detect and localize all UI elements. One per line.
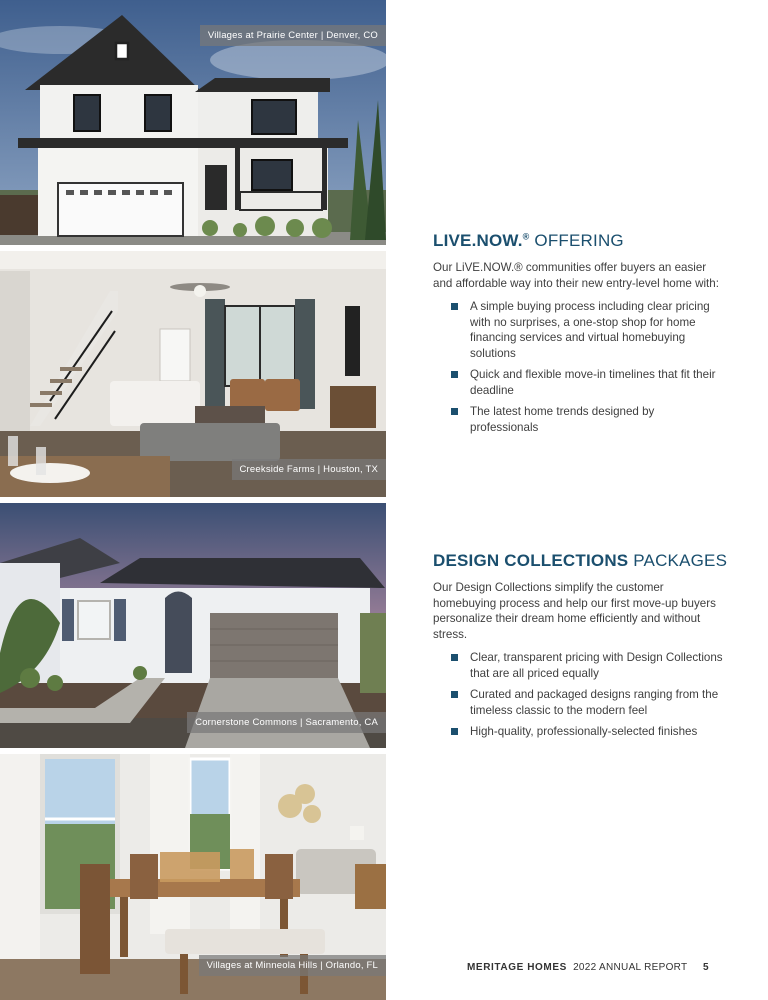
bullet-square-icon — [451, 691, 458, 698]
design-collections-intro: Our Design Collections simplify the customer homebuying process and help our first move-up buyers personalize their dream home efficiently and without stress. — [433, 581, 716, 641]
footer-brand: MERITAGE HOMES — [467, 962, 567, 973]
photo-caption: Creekside Farms | Houston, TX — [232, 459, 387, 480]
bullet-text: High-quality, professionally-selected finishes — [470, 725, 698, 738]
live-now-section — [433, 231, 723, 441]
registered-mark: ® — [522, 231, 530, 242]
bullet-text: Curated and packaged designs ranging from the timeless classic to the modern feel — [470, 688, 719, 717]
bullet-square-icon — [451, 728, 458, 735]
list-item — [451, 724, 723, 740]
list-item — [451, 687, 723, 718]
bullet-square-icon — [451, 371, 458, 378]
bullet-square-icon — [451, 303, 458, 310]
bullet-square-icon — [451, 654, 458, 661]
design-collections-section — [433, 551, 728, 746]
live-now-bullets — [433, 299, 723, 435]
design-collections-bullets — [433, 650, 723, 740]
photo-orlando-interior — [0, 754, 386, 1000]
page-number: 5 — [703, 962, 709, 973]
live-now-intro: Our LiVE.NOW.® communities offer buyers an easier and affordable way into their new entry-level home with: — [433, 261, 719, 290]
photo-denver-home — [0, 0, 386, 245]
heading-bold: LIVE.NOW. — [433, 231, 523, 250]
bullet-text: A simple buying process including clear pricing with no surprises, a one-stop shop for home financing services and virtual homebuying solutions — [470, 300, 710, 360]
bullet-text: The latest home trends designed by professionals — [470, 405, 655, 434]
design-collections-heading — [433, 551, 728, 571]
page-footer — [467, 962, 709, 973]
bullet-text: Quick and flexible move-in timelines that fit their deadline — [470, 368, 716, 397]
bullet-square-icon — [451, 408, 458, 415]
photo-caption: Cornerstone Commons | Sacramento, CA — [187, 712, 386, 733]
photo-houston-interior — [0, 251, 386, 497]
list-item — [451, 367, 723, 398]
photo-caption: Villages at Prairie Center | Denver, CO — [200, 25, 386, 46]
photo-sacramento-home — [0, 503, 386, 748]
list-item — [451, 299, 723, 361]
list-item — [451, 404, 723, 435]
heading-bold: DESIGN COLLECTIONS — [433, 551, 629, 570]
heading-light: PACKAGES — [628, 551, 728, 570]
heading-light: OFFERING — [529, 231, 624, 250]
live-now-heading — [433, 231, 723, 251]
footer-report: 2022 ANNUAL REPORT — [573, 962, 688, 973]
photo-caption: Villages at Minneola Hills | Orlando, FL — [199, 955, 386, 976]
bullet-text: Clear, transparent pricing with Design Collections that are all priced equally — [470, 651, 723, 680]
list-item — [451, 650, 723, 681]
